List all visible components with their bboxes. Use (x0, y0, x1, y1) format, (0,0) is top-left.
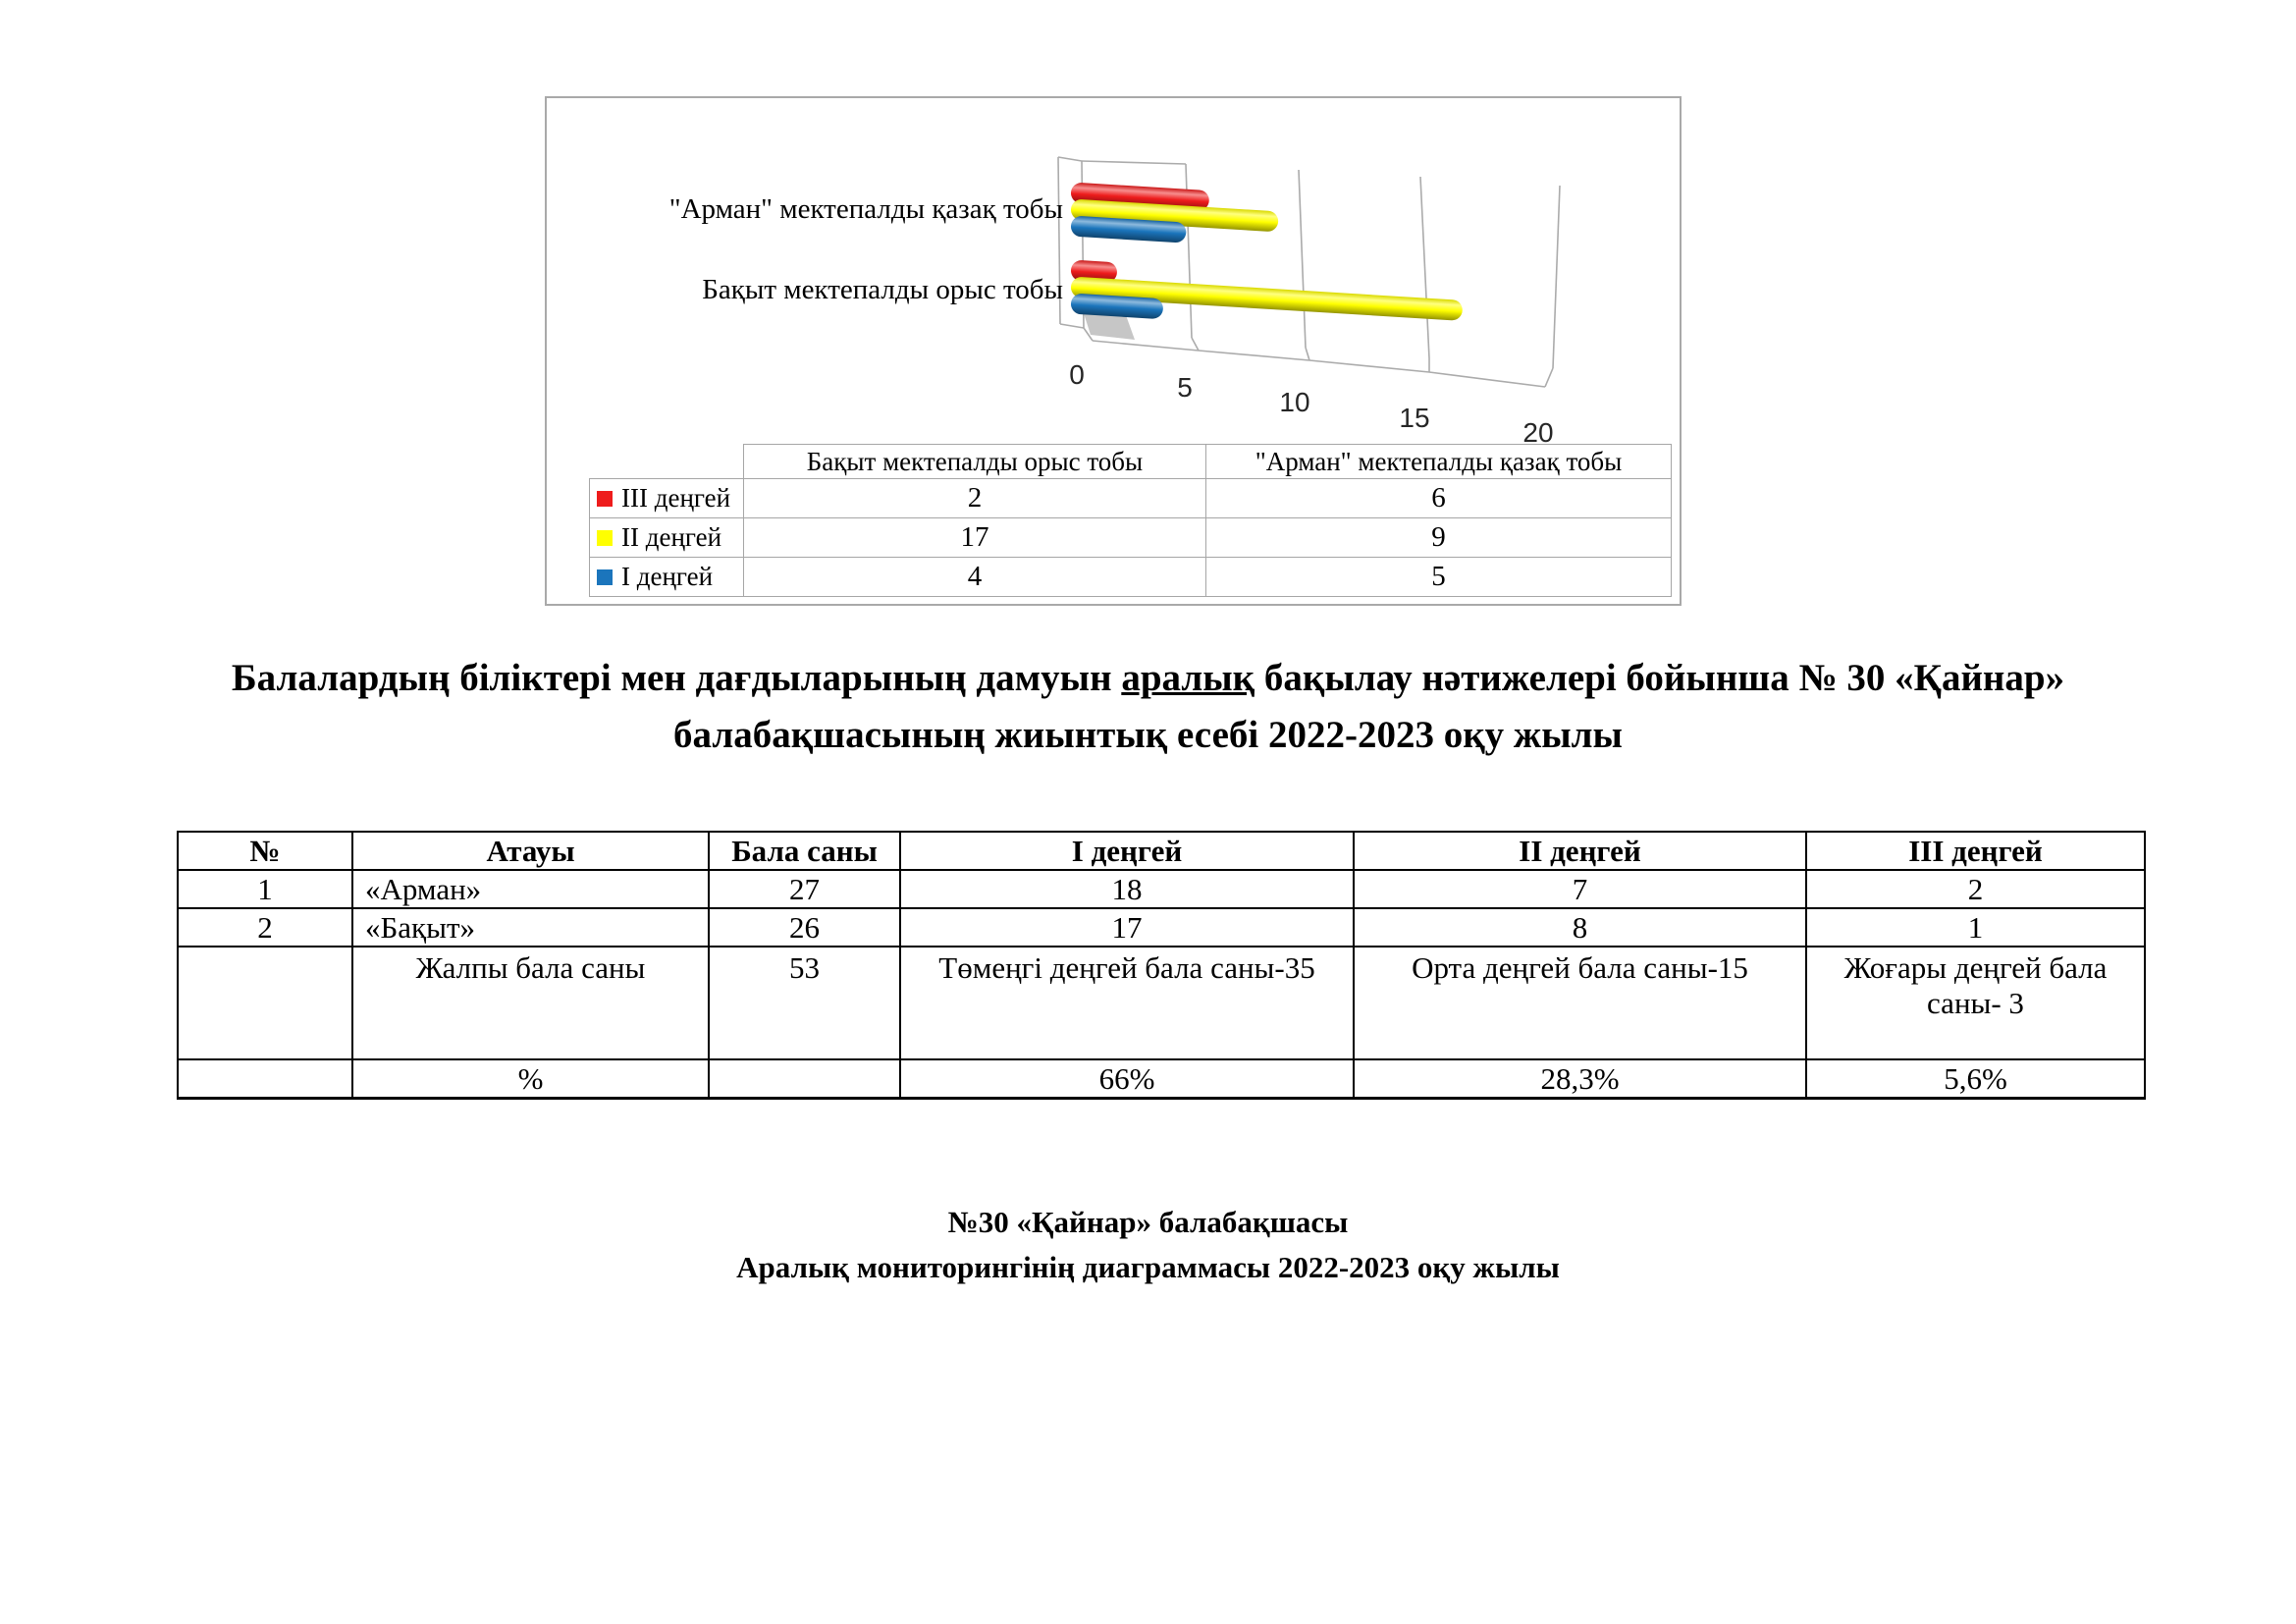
summary-table (177, 831, 2146, 1100)
legend-series-name: II деңгей (621, 522, 722, 552)
cell (178, 947, 352, 1059)
legend-row-level3 (590, 479, 1672, 518)
x-tick-label: 10 (1279, 387, 1310, 417)
grid-line (1545, 368, 1553, 387)
legend-value: 17 (744, 518, 1206, 558)
grid-line (1058, 157, 1082, 161)
cell: «Арман» (352, 870, 709, 908)
cell (709, 1059, 900, 1099)
legend-series-name: I деңгей (621, 562, 714, 591)
title-line2: балабақшасының жиынтық есебі 2022-2023 оқу жылы (672, 714, 1623, 756)
floor-front-edge (1093, 341, 1545, 387)
legend-value: 2 (744, 479, 1206, 518)
cell: 1 (1806, 908, 2145, 947)
legend-swatch-blue-icon (597, 569, 613, 585)
grid-line (1192, 338, 1199, 351)
cell: Орта деңгей бала саны-15 (1354, 947, 1806, 1059)
footer-line2: Аралық мониторингінің диаграммасы 2022-2023 оқу жылы (736, 1250, 1560, 1284)
col-header-name: Атауы (352, 832, 709, 870)
cell: 7 (1354, 870, 1806, 908)
grid-line (1420, 177, 1429, 358)
footer-line1: №30 «Қайнар» балабақшасы (947, 1205, 1349, 1239)
legend-value: 4 (744, 558, 1206, 597)
x-tick-label: 20 (1522, 417, 1554, 444)
legend-value: 5 (1206, 558, 1672, 597)
footer-caption (0, 1200, 2296, 1290)
legend-swatch-red-icon (597, 491, 613, 507)
bar-chart-3d (547, 98, 1683, 444)
cell: 26 (709, 908, 900, 947)
cell: 18 (900, 870, 1354, 908)
col-header-num: № (178, 832, 352, 870)
cell: 17 (900, 908, 1354, 947)
title-line1-post: бақылау нәтижелері бойынша № 30 «Қайнар» (1255, 657, 2065, 699)
grid-line (1082, 161, 1186, 164)
chart-panel (545, 96, 1682, 606)
cell: Төмеңгі деңгей бала саны-35 (900, 947, 1354, 1059)
chart-data-table (589, 444, 1672, 597)
cell: 1 (178, 870, 352, 908)
x-tick-label: 5 (1177, 372, 1193, 403)
x-tick-label: 15 (1399, 403, 1430, 433)
title-line1-pre: Балалардың біліктері мен дағдыларының дамуын (231, 657, 1122, 699)
category-label-arman: "Арман" мектепалды қазақ тобы (668, 193, 1063, 225)
legend-value: 6 (1206, 479, 1672, 518)
cell: «Бақыт» (352, 908, 709, 947)
cell: 28,3% (1354, 1059, 1806, 1099)
table-row-totals (178, 947, 2145, 1059)
legend-col-header-arman: "Арман" мектепалды қазақ тобы (1206, 445, 1672, 479)
cell: 5,6% (1806, 1059, 2145, 1099)
cell: 8 (1354, 908, 1806, 947)
category-label-bakyt: Бақыт мектепалды орыс тобы (702, 274, 1063, 305)
legend-row-level2 (590, 518, 1672, 558)
legend-blank-cell (590, 445, 744, 479)
cell: Жоғары деңгей бала саны- 3 (1806, 947, 2145, 1059)
legend-row-level1 (590, 558, 1672, 597)
table-row-bakyt (178, 908, 2145, 947)
cell: 53 (709, 947, 900, 1059)
table-row-arman (178, 870, 2145, 908)
col-header-count: Бала саны (709, 832, 900, 870)
legend-value: 9 (1206, 518, 1672, 558)
table-row-percent (178, 1059, 2145, 1099)
legend-col-header-bakyt: Бақыт мектепалды орыс тобы (744, 445, 1206, 479)
legend-swatch-yellow-icon (597, 530, 613, 546)
title-underlined-word: аралық (1121, 657, 1255, 699)
cell: Жалпы бала саны (352, 947, 709, 1059)
legend-series-name: III деңгей (621, 483, 731, 513)
x-tick-label: 0 (1069, 359, 1085, 390)
cell: 2 (1806, 870, 2145, 908)
summary-header-row (178, 832, 2145, 870)
cell (178, 1059, 352, 1099)
grid-line (1553, 186, 1560, 368)
grid-line (1299, 170, 1306, 348)
cell: 27 (709, 870, 900, 908)
report-title (69, 650, 2227, 764)
grid-line (1306, 348, 1309, 360)
grid-line (1060, 324, 1084, 328)
cell: % (352, 1059, 709, 1099)
cell: 2 (178, 908, 352, 947)
col-header-level3: III деңгей (1806, 832, 2145, 870)
col-header-level2: II деңгей (1354, 832, 1806, 870)
col-header-level1: I деңгей (900, 832, 1354, 870)
cell: 66% (900, 1059, 1354, 1099)
